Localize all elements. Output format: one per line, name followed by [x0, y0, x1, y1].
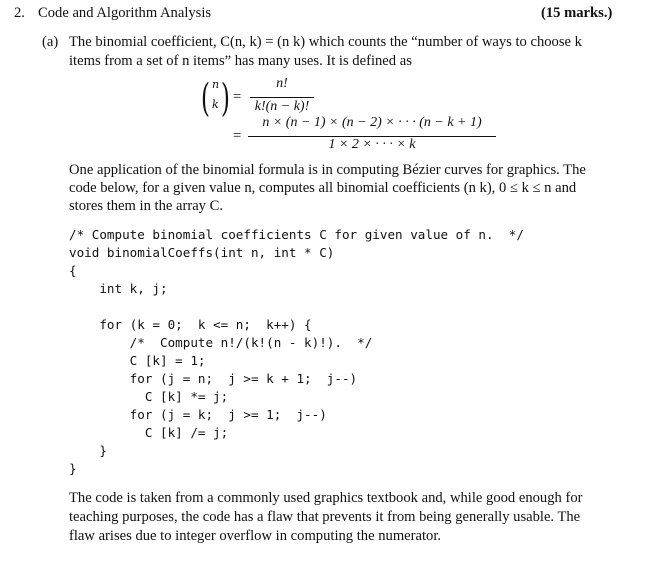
fraction-2-denominator: 1 × 2 × · · · × k [328, 137, 416, 152]
code-line [69, 298, 524, 316]
closing-line-2: teaching purposes, the code has a flaw that prevents it from being generally usable. The [69, 509, 581, 525]
code-line: for (j = n; j >= k + 1; j--) [69, 371, 358, 386]
code-line: C [k] *= j; [69, 389, 229, 404]
question-number: 2. [14, 5, 25, 21]
code-line: C [k] /= j; [69, 425, 229, 440]
intro-line-1: The binomial coefficient, C(n, k) = (n k) which counts the “number of ways to choose k [69, 34, 582, 50]
application-line-3: stores them in the array C. [69, 198, 224, 214]
code-block [69, 226, 524, 478]
fraction-1-numerator: n! [276, 76, 288, 91]
question-marks: (15 marks.) [541, 5, 613, 21]
binom-top: n [212, 78, 220, 91]
equals-sign: = [233, 89, 242, 105]
left-paren: ( [200, 76, 210, 120]
question-title: Code and Algorithm Analysis [38, 5, 212, 21]
binom-bottom: k [212, 98, 219, 111]
fraction-2-numerator: n × (n − 1) × (n − 2) × · · · (n − k + 1) [262, 115, 482, 130]
fraction-1-bar [250, 97, 314, 98]
intro-line-2: items from a set of n items” has many uses. It is defined as [69, 53, 412, 69]
code-line: int k, j; [69, 281, 168, 296]
code-line: /* Compute binomial coefficients C for given value of n. */ [69, 227, 524, 242]
closing-line-3: flaw arises due to integer overflow in computing the numerator. [69, 528, 442, 544]
code-line: /* Compute n!/(k!(n - k)!). */ [69, 335, 373, 350]
closing-line-1: The code is taken from a commonly used graphics textbook and, while good enough for [69, 490, 583, 506]
code-line: C [k] = 1; [69, 353, 206, 368]
code-line: for (k = 0; k <= n; k++) { [69, 317, 312, 332]
code-line: for (j = k; j >= 1; j--) [69, 407, 327, 422]
fraction-1-denominator: k!(n − k)! [254, 99, 310, 114]
application-line-2: code below, for a given value n, computes all binomial coefficients (n k), 0 ≤ k ≤ n and [69, 180, 577, 196]
application-line-1: One application of the binomial formula is in computing Bézier curves for graphics. The [69, 162, 586, 178]
right-paren: ) [220, 76, 230, 120]
code-line: } [69, 443, 107, 458]
code-line: void binomialCoeffs(int n, int * C) [69, 245, 335, 260]
code-line: { [69, 263, 77, 278]
code-line: } [69, 461, 77, 476]
equals-sign-2: = [233, 128, 242, 144]
part-label: (a) [42, 34, 59, 50]
